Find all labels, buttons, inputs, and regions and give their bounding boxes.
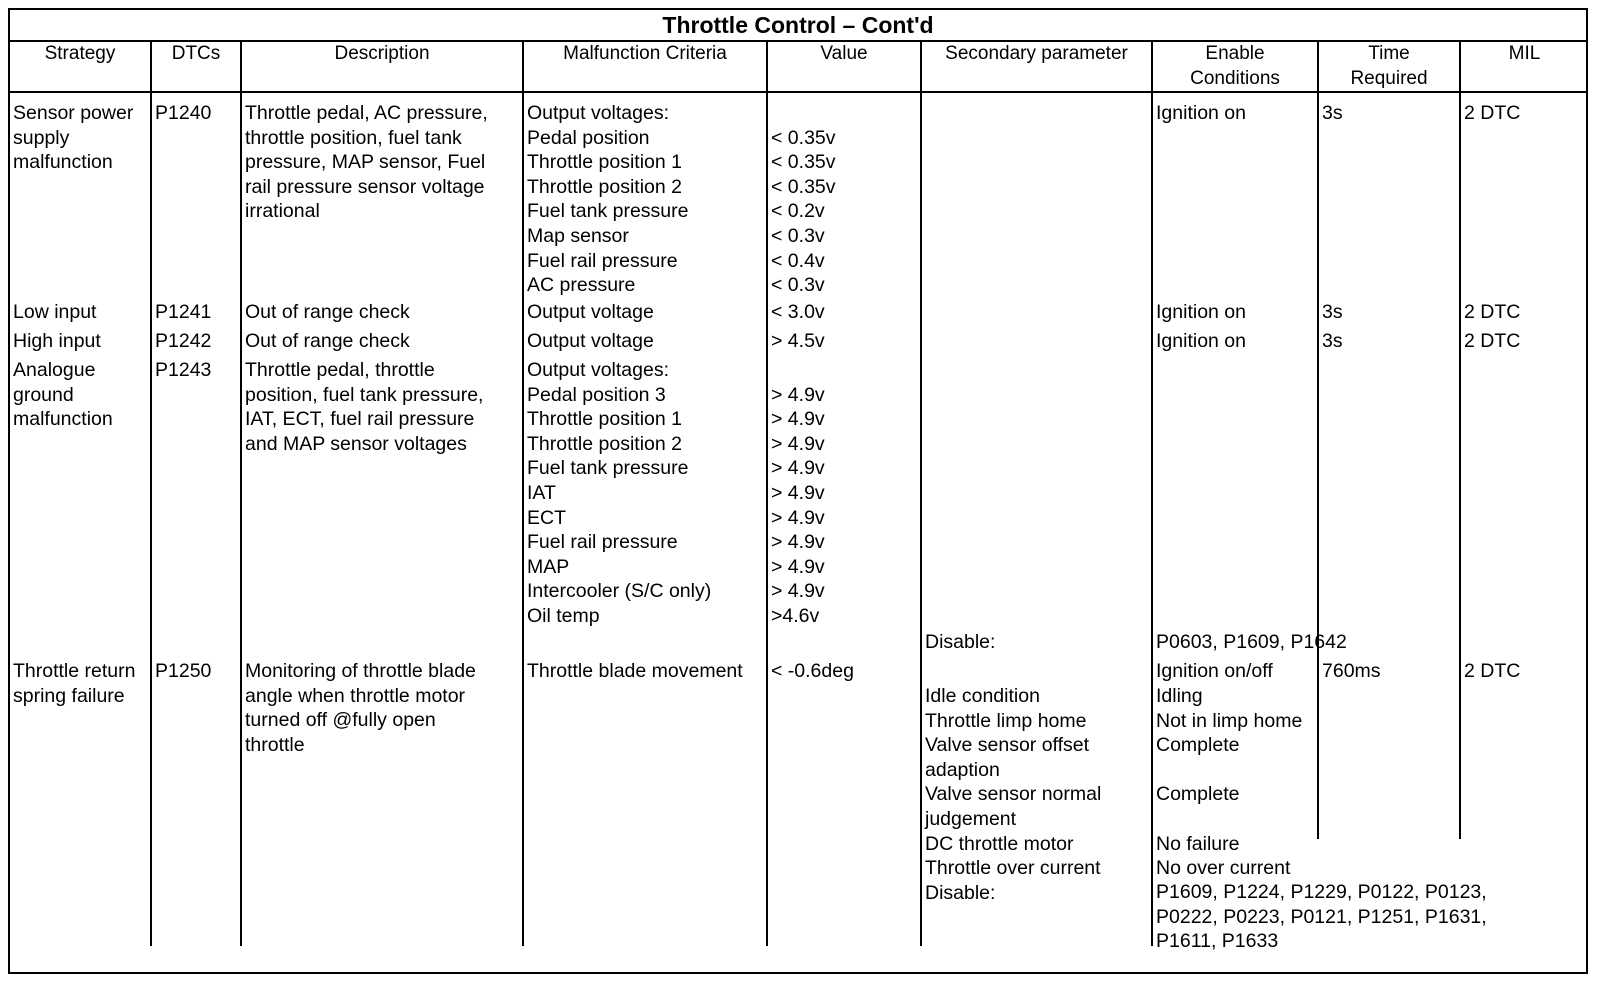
spacer [1156, 758, 1319, 783]
criteria-line: Fuel tank pressure [527, 457, 689, 480]
value-line: < 0.35v [771, 151, 836, 174]
secondary-param: DC throttle motor [925, 832, 1074, 855]
value-line: > 4.9v [771, 580, 825, 603]
row-p1240-description [242, 101, 522, 224]
description-line: and MAP sensor voltages [245, 432, 467, 455]
row-p1250-mil: 2 DTC [1464, 660, 1521, 682]
secondary-condition: Complete [1156, 734, 1240, 757]
row-p1250-enable: Ignition on/off [1156, 660, 1273, 682]
header-secondary: Secondary parameter [945, 43, 1128, 64]
secondary-param: Valve sensor offset [925, 734, 1090, 757]
criteria-line: ECT [527, 506, 566, 529]
criteria-line: Fuel rail pressure [527, 531, 678, 554]
row-p1242-enable: Ignition on [1156, 330, 1246, 352]
description-line: rail pressure sensor voltage [245, 175, 485, 198]
row-p1241-description: Out of range check [245, 301, 410, 323]
value-line: > 4.9v [771, 383, 825, 406]
row-p1242-strategy: High input [13, 330, 101, 352]
row-p1250-criteria: Throttle blade movement [527, 660, 743, 682]
page-title: Throttle Control – Cont'd [10, 10, 1586, 42]
criteria-line: Fuel tank pressure [527, 200, 689, 223]
criteria-line: Throttle position 1 [527, 408, 683, 431]
value-line: > 4.9v [771, 457, 825, 480]
header-mil: MIL [1508, 43, 1541, 64]
disable-code-line: P1609, P1224, P1229, P0122, P0123, [1156, 881, 1487, 903]
description-line: Throttle pedal, AC pressure, [245, 102, 488, 124]
row-p1250-dtc: P1250 [155, 660, 212, 682]
row-p1250-secondary-conditions [1153, 684, 1319, 881]
row-p1241-criteria: Output voltage [527, 301, 654, 323]
criteria-line: Output voltages: [527, 359, 670, 381]
header-time [1319, 42, 1459, 92]
strategy-line: ground [13, 383, 74, 406]
criteria-line: Throttle position 2 [527, 175, 683, 198]
value-line: > 4.9v [771, 506, 825, 529]
row-p1242-value: > 4.5v [771, 330, 825, 352]
strategy-line: Throttle return [13, 660, 136, 682]
criteria-line: Output voltages: [527, 102, 670, 124]
value-line [771, 101, 920, 126]
secondary-param: Valve sensor normal [925, 783, 1102, 806]
header-value: Value [820, 43, 868, 64]
description-line: pressure, MAP sensor, Fuel [245, 151, 486, 174]
value-line: >4.6v [771, 604, 820, 627]
row-p1240-strategy [10, 101, 150, 175]
strategy-line: supply [13, 126, 70, 149]
description-line: Monitoring of throttle blade [245, 660, 476, 682]
dtc-table [10, 42, 1586, 972]
value-line: > 4.9v [771, 432, 825, 455]
criteria-line: Pedal position 3 [527, 383, 666, 406]
value-line [771, 358, 920, 383]
row-p1240-value [768, 101, 920, 298]
value-line: < 0.3v [771, 224, 825, 247]
row-p1242-mil: 2 DTC [1464, 330, 1521, 352]
row-p1240-time: 3s [1322, 102, 1343, 124]
criteria-line: IAT [527, 481, 556, 504]
criteria-line: AC pressure [527, 274, 636, 297]
value-line: < 0.35v [771, 175, 836, 198]
criteria-line: Fuel rail pressure [527, 249, 678, 272]
criteria-line: Pedal position [527, 126, 650, 149]
strategy-line: Analogue [13, 359, 96, 381]
row-p1250-secondary-params [922, 684, 1151, 905]
criteria-line: Intercooler (S/C only) [527, 580, 712, 603]
header-description: Description [334, 43, 430, 64]
secondary-condition: Idling [1156, 685, 1203, 707]
row-p1242-dtc: P1242 [155, 330, 212, 352]
value-line: < 0.35v [771, 126, 836, 149]
strategy-line: malfunction [13, 151, 113, 174]
value-line: > 4.9v [771, 531, 825, 554]
row-p1240-dtc: P1240 [155, 102, 212, 124]
header-strategy: Strategy [44, 43, 116, 64]
criteria-line: Throttle position 2 [527, 432, 683, 455]
col-divider-mil [1459, 42, 1461, 839]
row-p1240-mil: 2 DTC [1464, 102, 1521, 124]
row-p1250-value: < -0.6deg [771, 660, 854, 682]
disable-label: Disable: [925, 881, 996, 904]
row-p1243-criteria [524, 358, 766, 629]
row-p1243-value [768, 358, 920, 629]
row-p1242-criteria: Output voltage [527, 330, 654, 352]
description-line: throttle [245, 733, 305, 756]
row-p1250-time: 760ms [1322, 660, 1381, 682]
strategy-line: spring failure [13, 684, 125, 707]
disable-code-line: P1611, P1633 [1156, 930, 1279, 953]
secondary-param: Throttle limp home [925, 709, 1087, 732]
disable-code-line: P0222, P0223, P0121, P1251, P1631, [1156, 905, 1487, 928]
dtc-table-sheet [8, 8, 1588, 974]
header-enable [1153, 42, 1317, 92]
secondary-param: Throttle over current [925, 857, 1101, 880]
row-p1241-dtc: P1241 [155, 301, 212, 323]
criteria-line: MAP [527, 555, 570, 578]
spacer [1156, 807, 1319, 832]
row-p1243-disable-codes: P0603, P1609, P1642 [1156, 631, 1347, 653]
criteria-line: Map sensor [527, 224, 629, 247]
description-line: throttle position, fuel tank [245, 126, 462, 149]
header-enable-line2: Conditions [1190, 67, 1280, 89]
value-line: < 0.4v [771, 249, 825, 272]
value-line: > 4.9v [771, 481, 825, 504]
criteria-line: Oil temp [527, 604, 600, 627]
strategy-line: Sensor power [13, 102, 134, 124]
header-criteria: Malfunction Criteria [563, 43, 727, 64]
row-p1242-time: 3s [1322, 330, 1343, 352]
value-line: > 4.9v [771, 408, 825, 431]
header-enable-line1: Enable [1205, 43, 1265, 64]
row-p1241-mil: 2 DTC [1464, 301, 1521, 323]
header-time-line2: Required [1350, 67, 1428, 89]
row-p1243-description [242, 358, 522, 456]
secondary-condition: No over current [1156, 857, 1291, 880]
row-p1240-enable: Ignition on [1156, 102, 1246, 124]
description-line: position, fuel tank pressure, [245, 383, 484, 406]
col-divider-dtcs [150, 42, 152, 946]
strategy-line: malfunction [13, 408, 113, 431]
secondary-param: adaption [925, 758, 1000, 781]
row-p1243-dtc: P1243 [155, 359, 212, 381]
description-line: IAT, ECT, fuel rail pressure [245, 408, 475, 431]
description-line: Throttle pedal, throttle [245, 359, 435, 381]
description-line: turned off @fully open [245, 709, 436, 732]
value-line: < 0.2v [771, 200, 825, 223]
secondary-condition: Complete [1156, 783, 1240, 806]
row-p1243-disable-label: Disable: [925, 631, 996, 653]
row-p1250-disable-codes [1153, 880, 1583, 954]
description-line: irrational [245, 200, 320, 223]
header-time-line1: Time [1368, 43, 1410, 64]
row-p1241-value: < 3.0v [771, 301, 825, 323]
row-p1250-strategy [10, 659, 150, 708]
row-p1240-criteria [524, 101, 766, 298]
row-p1242-description: Out of range check [245, 330, 410, 352]
criteria-line: Throttle position 1 [527, 151, 683, 174]
row-p1250-description [242, 659, 522, 757]
row-p1241-strategy: Low input [13, 301, 97, 323]
row-p1243-strategy [10, 358, 150, 432]
row-p1241-time: 3s [1322, 301, 1343, 323]
secondary-condition: No failure [1156, 832, 1240, 855]
description-line: angle when throttle motor [245, 684, 466, 707]
value-line: > 4.9v [771, 555, 825, 578]
secondary-param: judgement [925, 807, 1017, 830]
secondary-param: Idle condition [925, 685, 1040, 707]
value-line: < 0.3v [771, 274, 825, 297]
header-dtcs: DTCs [171, 43, 221, 64]
row-p1241-enable: Ignition on [1156, 301, 1246, 323]
secondary-condition: Not in limp home [1156, 709, 1303, 732]
